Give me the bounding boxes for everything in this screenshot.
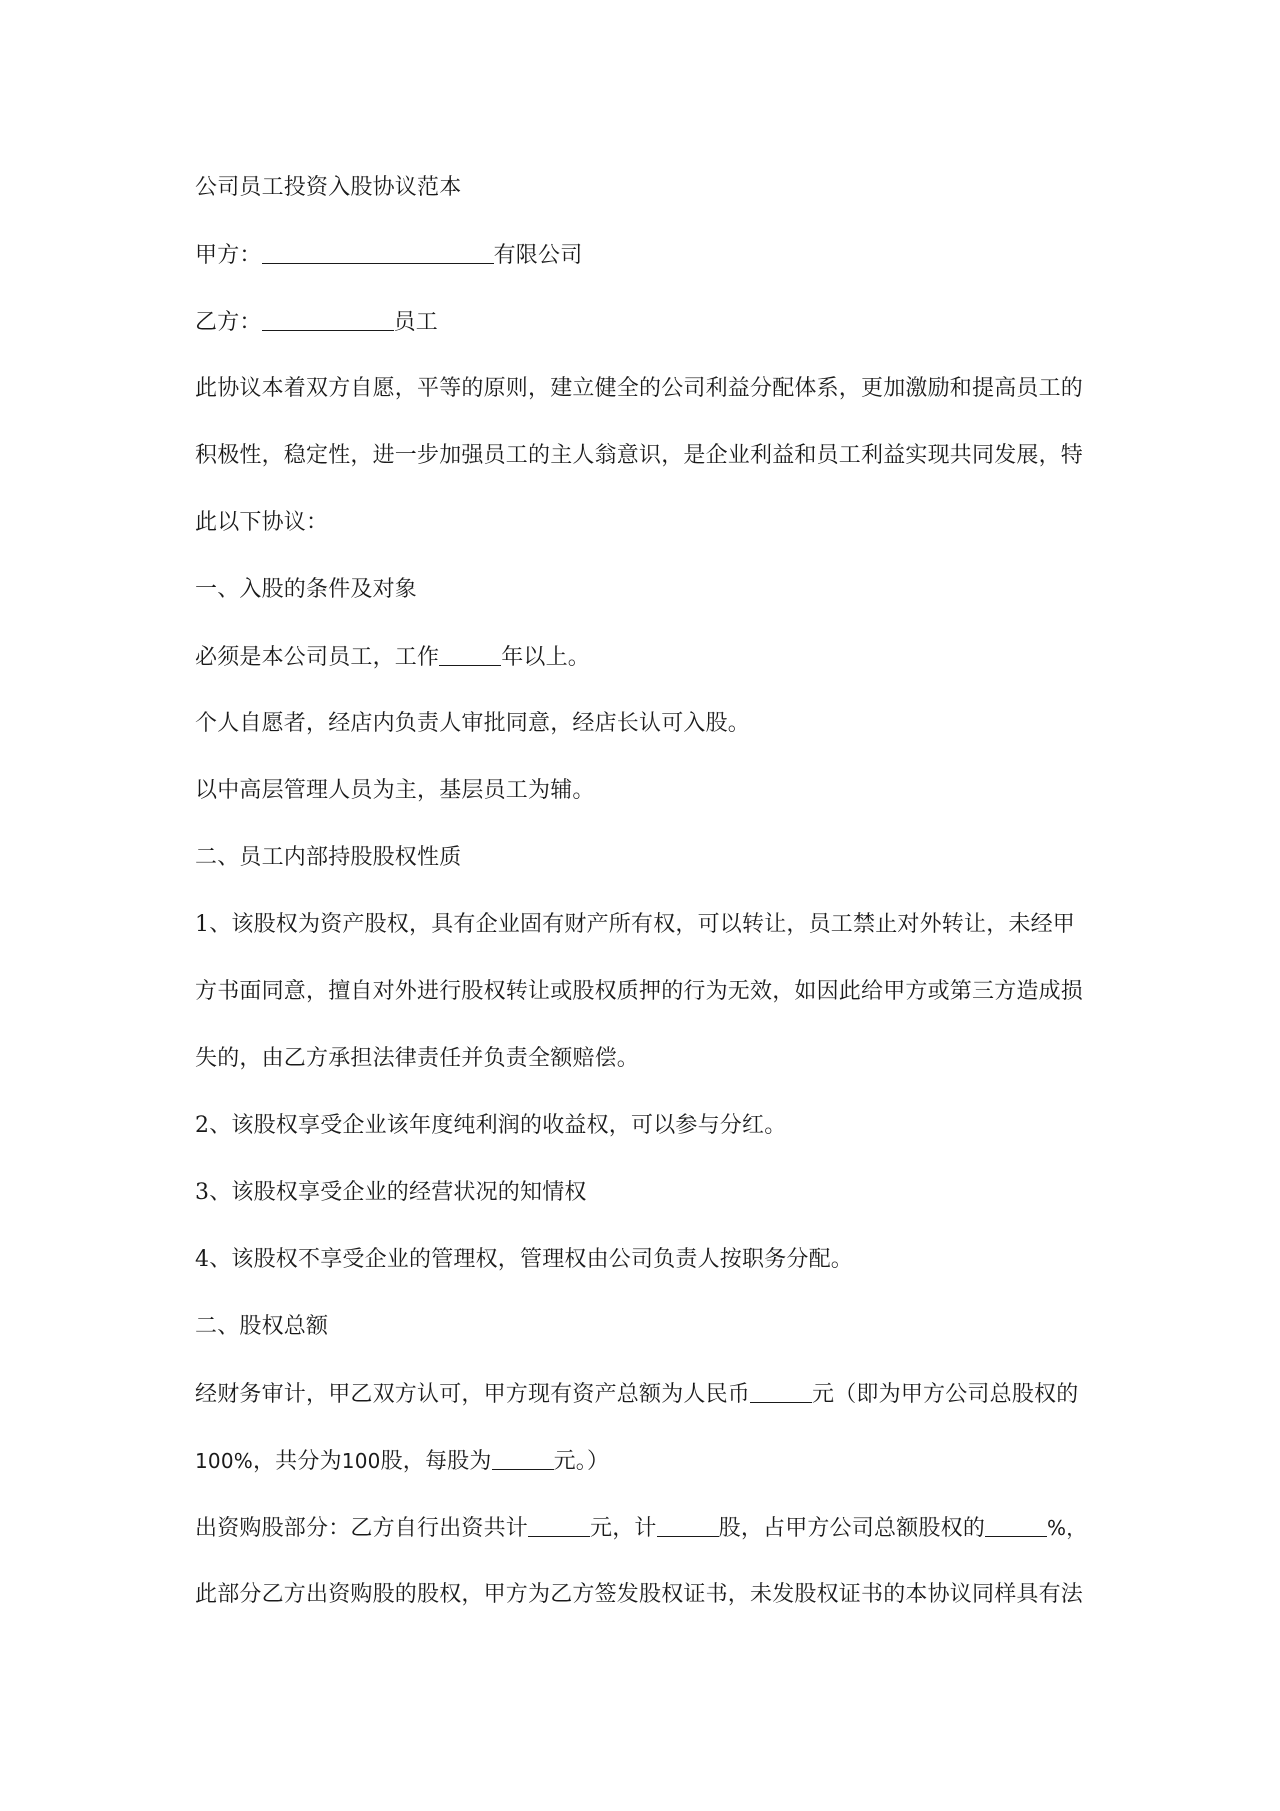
section3-heading: 二、股权总额 <box>195 1314 329 1339</box>
total-assets-blank[interactable] <box>750 1372 812 1403</box>
section3-line1-post: 元（即为甲方公司总股权的 <box>812 1382 1079 1407</box>
section3-line2 <box>195 1439 1095 1506</box>
section3-line3-a: 出资购股部分：乙方自行出资共计 <box>195 1516 529 1541</box>
section3-line3-b: 元，计 <box>590 1516 657 1541</box>
percent-100: 100% <box>195 1449 253 1473</box>
equity-percent-blank[interactable] <box>985 1506 1047 1537</box>
section3-line2-e: 元。） <box>553 1449 610 1474</box>
section3-line4: 此部分乙方出资购股的股权，甲方为乙方签发股权证书，未发股权证书的本协议同样具有法 <box>195 1582 1084 1607</box>
section3-line1 <box>195 1372 1095 1439</box>
section1-item2: 个人自愿者，经店内负责人审批同意，经店长认可入股。 <box>195 711 751 736</box>
section2-heading: 二、员工内部持股股权性质 <box>195 845 462 870</box>
section1-item1-pre: 必须是本公司员工，工作 <box>195 645 440 670</box>
intro-line-3: 此以下协议： <box>195 510 329 535</box>
party-b-label: 乙方： <box>195 310 262 335</box>
section1-item3: 以中高层管理人员为主，基层员工为辅。 <box>195 778 595 803</box>
share-count-100: 100 <box>341 1449 381 1473</box>
clause2: 2、该股权享受企业该年度纯利润的收益权，可以参与分红。 <box>195 1113 787 1138</box>
clause4: 4、该股权不享受企业的管理权，管理权由公司负责人按职务分配。 <box>195 1247 853 1272</box>
section3-line2-b: ，共分为 <box>252 1449 342 1474</box>
party-a-line <box>195 233 1095 300</box>
party-b-suffix: 员工 <box>393 310 439 335</box>
intro-line-2: 积极性，稳定性，进一步加强员工的主人翁意识，是企业利益和员工利益实现共同发展，特 <box>195 443 1084 468</box>
share-count-blank[interactable] <box>657 1506 719 1537</box>
clause1-line-1: 1、该股权为资产股权，具有企业固有财产所有权，可以转让，员工禁止对外转让，未经甲 <box>195 912 1075 937</box>
investment-amount-blank[interactable] <box>528 1506 590 1537</box>
party-a-blank[interactable] <box>262 233 494 264</box>
section3-line3-d: %， <box>1047 1516 1087 1540</box>
section3-line3-c: 股，占甲方公司总额股权的 <box>718 1516 986 1541</box>
clause3: 3、该股权享受企业的经营状况的知情权 <box>195 1180 587 1205</box>
section1-heading: 一、入股的条件及对象 <box>195 577 418 602</box>
party-a-label: 甲方： <box>195 243 262 268</box>
document-page <box>195 166 1095 1640</box>
section1-item1-post: 年以上。 <box>501 645 591 670</box>
section3-line3 <box>195 1506 1095 1573</box>
party-a-suffix: 有限公司 <box>493 243 583 268</box>
party-b-blank[interactable] <box>262 300 394 331</box>
intro-line-1: 此协议本着双方自愿，平等的原则，建立健全的公司利益分配体系，更加激励和提高员工的 <box>195 376 1084 401</box>
section1-item1 <box>195 635 1095 702</box>
clause1-line-3: 失的，由乙方承担法律责任并负责全额赔偿。 <box>195 1046 640 1071</box>
price-per-share-blank[interactable] <box>492 1439 554 1470</box>
party-b-line <box>195 300 1095 367</box>
document-title: 公司员工投资入股协议范本 <box>195 175 462 200</box>
work-years-blank[interactable] <box>439 635 501 666</box>
section3-line2-d: 股，每股为 <box>380 1449 492 1474</box>
clause1-line-2: 方书面同意，擅自对外进行股权转让或股权质押的行为无效，如因此给甲方或第三方造成损 <box>195 979 1084 1004</box>
section3-line1-pre: 经财务审计，甲乙双方认可，甲方现有资产总额为人民币 <box>195 1382 751 1407</box>
